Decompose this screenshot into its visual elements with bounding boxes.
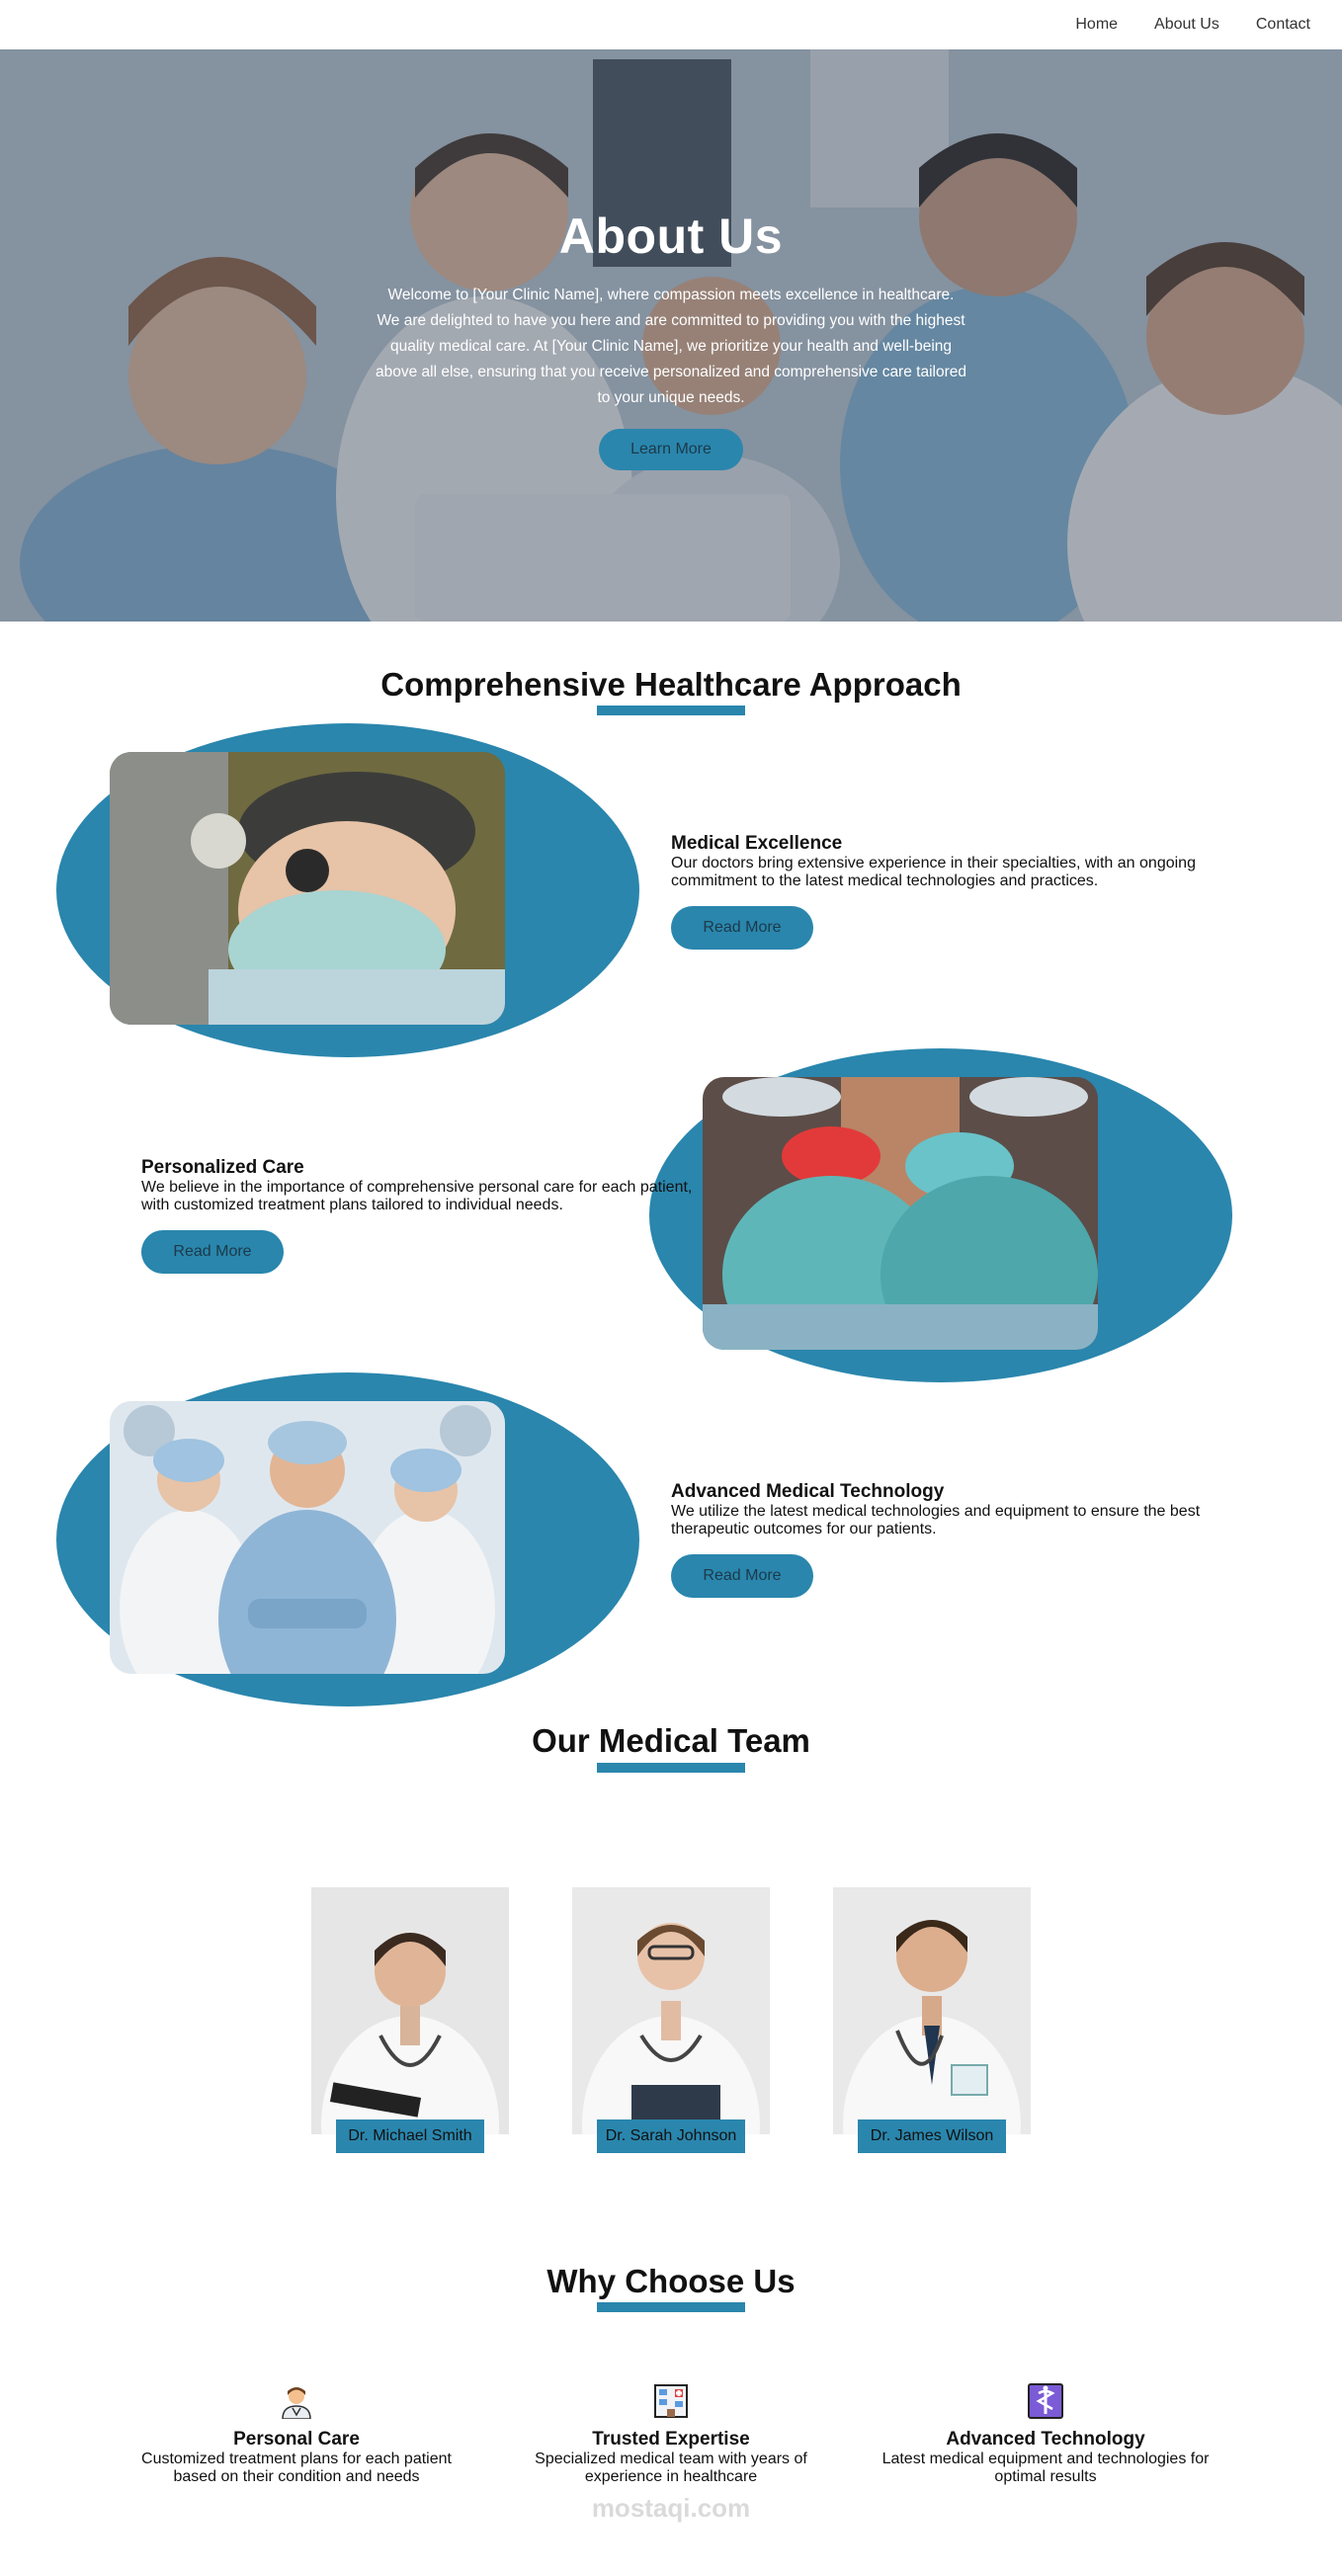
top-navigation [0, 0, 1342, 49]
doctor-name-label: Dr. James Wilson [858, 2119, 1006, 2153]
why-item-description: Latest medical equipment and technologies for optimal results [881, 2451, 1210, 2485]
team-member-card [833, 1887, 1031, 2154]
hero-intro-text: Welcome to [Your Clinic Name], where compassion meets excellence in healthcare. We are delighted to have you here and are committed to providing you with the highest quality medical care. At [Your Clinic Name], we prioritize your health and well-being above all else, ensuring that you receive personalized and comprehensive care tailored to your unique needs. [376, 287, 966, 406]
read-more-button[interactable]: Read More [671, 1554, 813, 1598]
why-item-description: Specialized medical team with years of experience in healthcare [535, 2451, 807, 2485]
team-member-card [311, 1887, 509, 2154]
why-item-title: Personal Care [233, 2429, 360, 2450]
feature-title: Medical Excellence [671, 833, 843, 854]
feature-text-2 [141, 1157, 695, 1274]
surgeon-photo [110, 752, 505, 1025]
why-item-description: Customized treatment plans for each patient based on their condition and needs [141, 2451, 452, 2485]
why-item-advanced-technology [878, 2383, 1214, 2486]
team-title-underline [597, 1763, 745, 1773]
read-more-button[interactable]: Read More [141, 1230, 284, 1274]
why-item-personal-care [128, 2383, 464, 2486]
read-more-button[interactable]: Read More [671, 906, 813, 950]
watermark: mostaqi.com [591, 2493, 751, 2523]
feature-description: Our doctors bring extensive experience in their specialties, with an ongoing commitment to the latest medical technologies and practices. [671, 855, 1196, 889]
medical-symbol-icon [1028, 2383, 1063, 2419]
why-item-trusted-expertise [503, 2383, 839, 2486]
doctor-name-label: Dr. Sarah Johnson [597, 2119, 745, 2153]
why-item-title: Advanced Technology [946, 2429, 1145, 2450]
hero-title: About Us [558, 208, 784, 264]
nav-link-contact[interactable]: Contact [1255, 16, 1310, 33]
team-member-card [572, 1887, 770, 2154]
doctor-portrait [572, 1887, 770, 2134]
why-section-title: Why Choose Us [546, 2263, 796, 2299]
feature-text-3 [671, 1481, 1224, 1598]
approach-title-underline [597, 706, 745, 715]
feature-text-1 [671, 833, 1224, 950]
feature-description: We believe in the importance of comprehensive personal care for each patient, with customized treatment plans tailored to individual needs. [141, 1179, 693, 1213]
nav-link-about-us[interactable]: About Us [1154, 16, 1219, 33]
health-worker-icon [279, 2383, 314, 2419]
doctor-portrait [311, 1887, 509, 2134]
surgical-team-photo [110, 1401, 505, 1674]
nav-link-home[interactable]: Home [1075, 16, 1119, 33]
team-section-title: Our Medical Team [532, 1722, 810, 1759]
feature-title: Personalized Care [141, 1157, 304, 1178]
hospital-icon [653, 2383, 689, 2419]
hero-banner [0, 49, 1342, 622]
approach-section-title: Comprehensive Healthcare Approach [380, 666, 962, 703]
feature-description: We utilize the latest medical technologies and equipment to ensure the best therapeutic outcomes for our patients. [671, 1503, 1201, 1537]
operating-room-photo [703, 1077, 1098, 1350]
doctor-portrait [833, 1887, 1031, 2134]
why-item-title: Trusted Expertise [592, 2429, 750, 2450]
why-title-underline [597, 2302, 745, 2312]
learn-more-button[interactable]: Learn More [599, 429, 743, 470]
doctor-name-label: Dr. Michael Smith [336, 2119, 484, 2153]
hero-content [0, 208, 1342, 470]
feature-title: Advanced Medical Technology [671, 1481, 945, 1502]
